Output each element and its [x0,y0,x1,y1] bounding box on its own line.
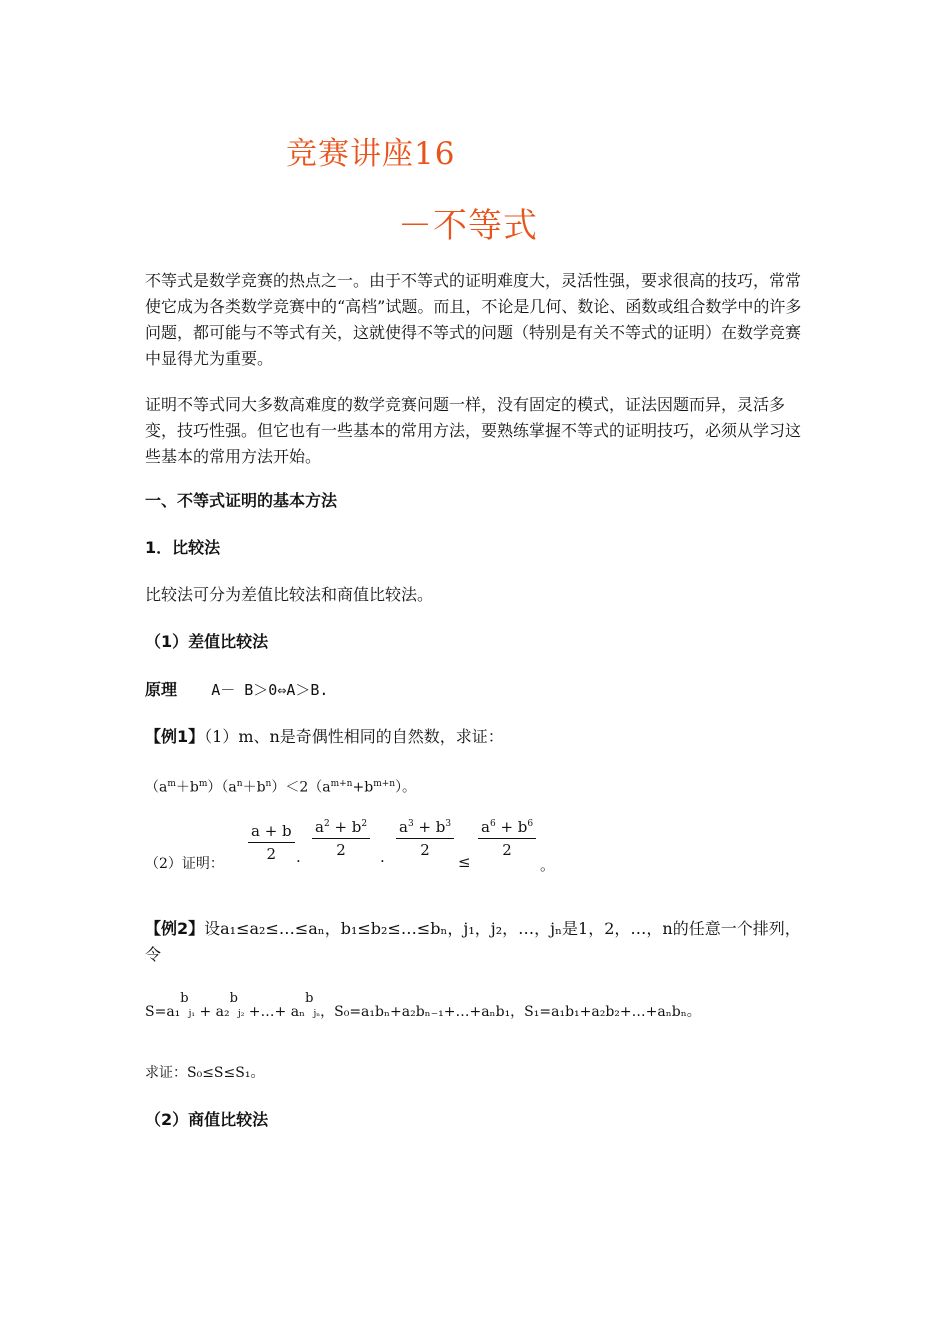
comparison-intro-text: 比较法可分为差值比较法和商值比较法。 [145,585,434,604]
example1-line [145,725,504,749]
fraction-2: $\frac{a^2 + b^2}{2}$ [312,818,370,859]
fraction-3: $\frac{a^3 + b^3}{2}$ [396,818,454,859]
example1-label: 【例1】 [145,727,205,746]
principle-formula: A－ B＞0⇔A＞B. [211,681,329,699]
principle-label: 原理 [145,680,178,699]
section-heading: 一、不等式证明的基本方法 [145,491,338,510]
principle-line [145,678,328,702]
dot-2: · [380,852,385,870]
example1-part2-label: （2）证明： [145,856,224,872]
intro-paragraph-1: 不等式是数学竞赛的热点之一。由于不等式的证明难度大，灵活性强，要求很高的技巧，常常使它成为各类数学竞赛中的“高档”试题。而且，不论是几何、数论、函数或组合数学中的许多问题，都可能与不等式有关，这就使得不等式的问题（特别是有关不等式的证明）在数学竞赛中显得尤为重要。 [145,271,802,368]
fraction-4: $\frac{a^6 + b^6}{2}$ [478,818,536,859]
page-title: 竞赛讲座16 [286,136,456,172]
example1-part1: （1）m、n是奇偶性相同的自然数，求证： [204,727,504,746]
quotient-method-heading: （2）商值比较法 [145,1110,269,1129]
subsection-heading-comparison: 1．比较法 [145,538,221,557]
leq-sign: ≤ [458,853,471,871]
example2-text: 【例2】设a₁≤a₂≤…≤aₙ，b₁≤b₂≤…≤bₙ，j₁，j₂，…，jₙ是1，2，…，n的任意一个排列，令 [145,919,801,964]
intro-paragraph-2: 证明不等式同大多数高难度的数学竞赛问题一样，没有固定的模式，证法因题而异，灵活多变，技巧性强。但它也有一些基本的常用方法，要熟练掌握不等式的证明技巧，必须从学习这些基本的常用方法开始。 [145,395,802,466]
example2-prove: 求证：S₀≤S≤S₁。 [145,1065,265,1081]
difference-method-heading: （1）差值比较法 [145,632,269,651]
example1-formula1: $(a^m+b^m)(a^n+b^n)<2(a^{m+n}+b^{m+n})$。 [145,779,417,796]
example2-s-definition: S=a₁bj₁ + a₂bj₂ +…+ aₙbjₙ，S₀=a₁bₙ+a₂bₙ₋₁+…+aₙb₁，S₁=a₁b₁+a₂b₂+…+aₙbₙ。 [145,991,701,1020]
dot-1: · [296,852,301,870]
fraction-1: $\frac{a + b}{2}$ [248,822,295,863]
fraction-end-mark: 。 [540,856,556,874]
page-subtitle: －不等式 [398,206,538,246]
